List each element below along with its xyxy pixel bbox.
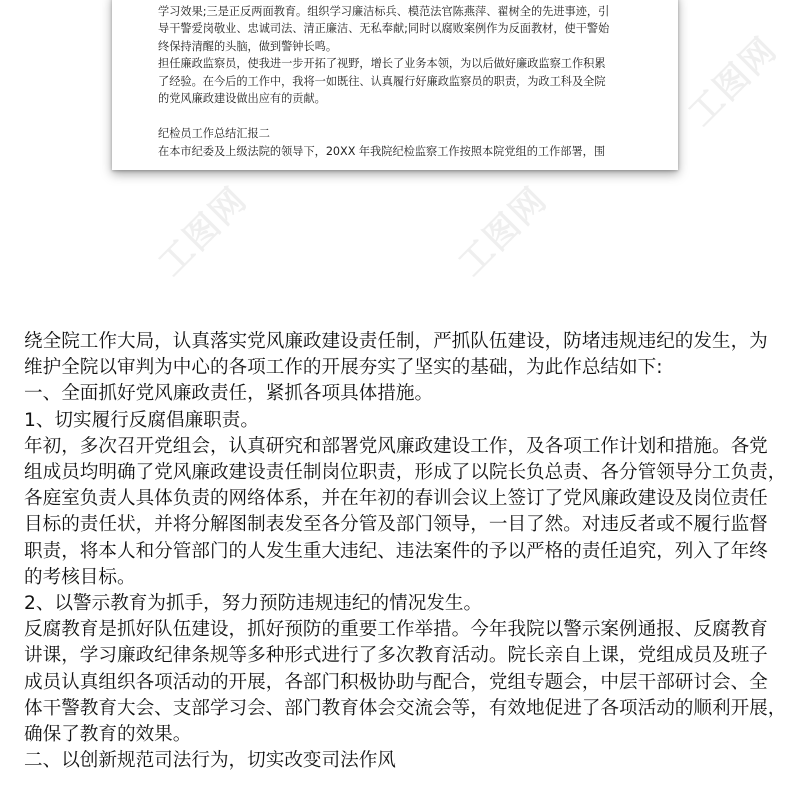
- preview-line: 在本市纪委及上级法院的领导下，20XX 年我院纪检监察工作按照本院党组的工作部署，围: [158, 144, 606, 158]
- document-body-text: [24, 329, 787, 774]
- body-line: 目标的责任状，并将分解图制表发至各分管及部门领导，一目了然。对违反者或不履行监督: [24, 514, 768, 536]
- body-line: 的考核目标。: [24, 566, 136, 588]
- document-page-preview: [112, 0, 678, 170]
- paragraph-gap: [158, 108, 658, 126]
- preview-line: 导干警爱岗敬业、忠诚司法、清正廉洁、无私奉献;同时以腐败案例作为反面教材，使干警始: [158, 22, 610, 35]
- preview-section-heading: 纪检员工作总结汇报二: [158, 127, 270, 140]
- body-line: 反腐教育是抓好队伍建设，抓好预防的重要工作举措。今年我院以警示案例通报、反腐教育: [24, 619, 768, 641]
- body-line: 成员认真组织各项活动的开展，各部门积极协助与配合，党组专题会，中层干部研讨会、全: [24, 671, 768, 693]
- preview-line: 担任廉政监察员，使我进一步开拓了视野，增长了业务本领，为以后做好廉政监察工作积累: [158, 57, 606, 70]
- preview-line: 的党风廉政建设做出应有的贡献。: [158, 92, 326, 105]
- body-line: 绕全院工作大局，认真落实党风廉政建设责任制，严抓队伍建设，防堵违规违纪的发生，为: [24, 331, 768, 352]
- subsection-heading: 2、以警示教育为抓手，努力预防违规违纪的情况发生。: [24, 593, 483, 615]
- preview-line: 了经验。在今后的工作中，我将一如既往、认真履行好廉政监察员的职责，为政工科及全院: [158, 74, 606, 88]
- body-line: 维护全院以审判为中心的各项工作的开展夯实了坚实的基础，为此作总结如下:: [24, 357, 663, 379]
- body-line: 确保了教育的效果。: [24, 724, 192, 746]
- document-preview-area: [0, 0, 800, 300]
- watermark-logo: 工图网: [680, 29, 786, 134]
- section-heading: 一、全面抓好党风廉政责任，紧抓各项具体措施。: [24, 383, 434, 405]
- watermark-logo: 工图网: [450, 179, 556, 284]
- body-line: 年初，多次召开党组会，认真研究和部署党风廉政建设工作，及各项工作计划和措施。各党: [24, 435, 768, 457]
- preview-line: 终保持清醒的头脑，做到警钟长鸣。: [158, 39, 338, 53]
- body-line: 体干警教育大会、支部学习会、部门教育体会交流会等，有效地促进了各项活动的顺利开展，: [24, 697, 787, 719]
- body-line: 职责，将本人和分管部门的人发生重大违纪、违法案件的予以严格的责任追究，列入了年终: [24, 540, 768, 562]
- watermark-logo: 工图网: [150, 179, 256, 284]
- section-heading: 二、以创新规范司法行为，切实改变司法作风: [24, 750, 396, 772]
- body-line: 各庭室负责人具体负责的网络体系，并在年初的春训会议上签订了党风廉政建设及岗位责任: [24, 488, 768, 510]
- body-line: 讲课，学习廉政纪律条规等多种形式进行了多次教育活动。院长亲自上课，党组成员及班子: [24, 645, 768, 667]
- preview-line: 学习效果;三是正反两面教育。组织学习廉洁标兵、模范法官陈燕萍、翟树全的先进事迹，引: [158, 4, 610, 18]
- preview-text-block: [158, 0, 658, 160]
- subsection-heading: 1、切实履行反腐倡廉职责。: [24, 409, 259, 431]
- body-line: 组成员均明确了党风廉政建设责任制岗位职责，形成了以院长负总责、各分管领导分工负责，: [24, 462, 787, 484]
